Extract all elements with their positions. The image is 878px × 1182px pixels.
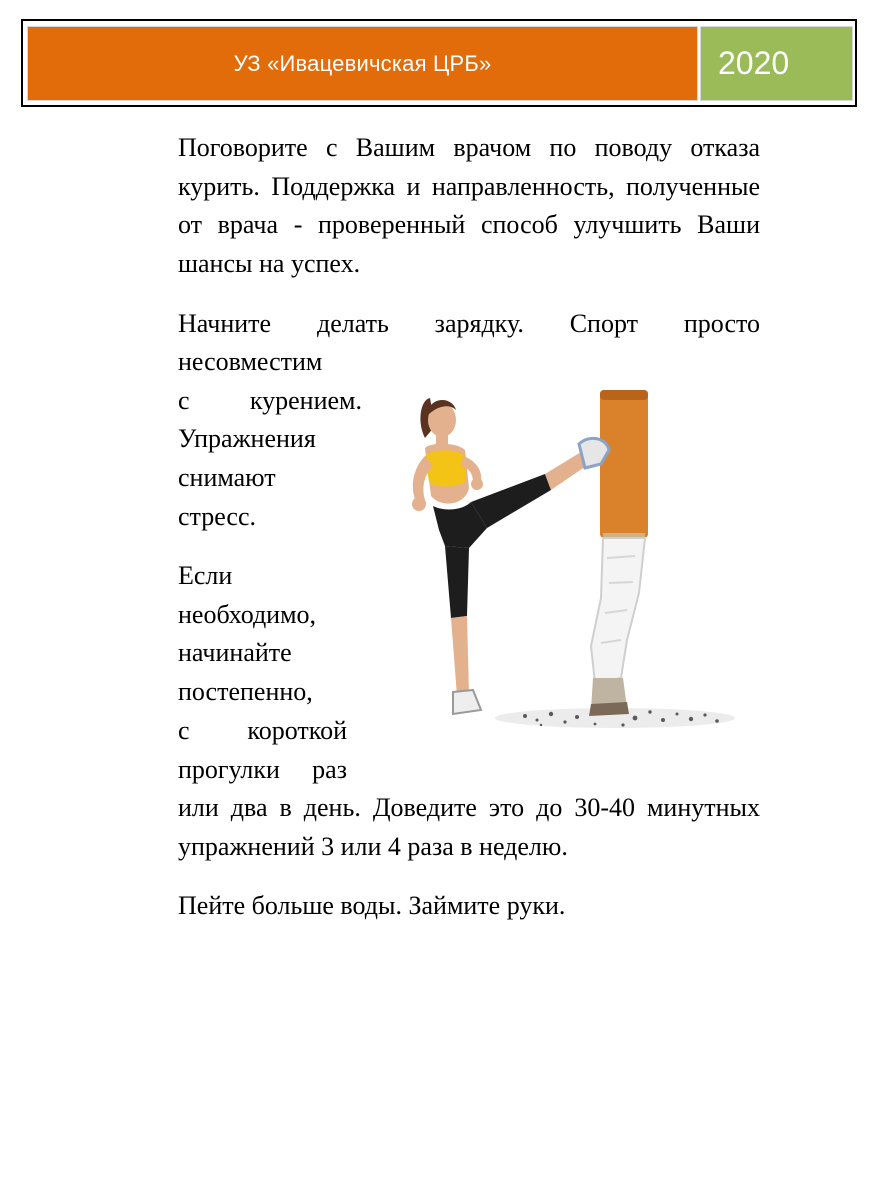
- text-line: необходимо,: [178, 599, 317, 629]
- paragraph-exercise-first-line: Начните делать зарядку. Спорт просто: [178, 309, 760, 338]
- paragraph-gradual-wrapped: [178, 557, 347, 789]
- header-banner: [21, 19, 857, 107]
- woman-kicking-cigarette-illustration: [395, 378, 750, 770]
- woman-figure: [412, 398, 609, 714]
- organization-name: УЗ «Ивацевичская ЦРБ»: [27, 26, 698, 101]
- paragraph-gradual-end: или два в день. Доведите это до 30-40 минутных упражнений 3 или 4 раза в неделю.: [178, 793, 760, 861]
- text-line: Если: [178, 561, 233, 590]
- text-line: прогулки раз: [178, 754, 347, 784]
- text-line: снимают: [178, 463, 276, 493]
- text-line: стресс.: [178, 501, 256, 531]
- text-line: несовместим: [178, 347, 323, 376]
- text-line: начинайте: [178, 638, 292, 668]
- text-line: с короткой: [178, 715, 347, 745]
- paragraph-doctor: Поговорите с Вашим врачом по поводу отказа курить. Поддержка и направленность, полученные от врача - проверенный способ улучшить Ваши шансы на успех.: [178, 133, 760, 279]
- header-year: 2020: [700, 26, 853, 101]
- paragraph-water: Пейте больше воды. Займите руки.: [178, 891, 566, 920]
- text-line: Упражнения: [178, 424, 316, 454]
- text-line: с курением.: [178, 385, 362, 415]
- text-line: постепенно,: [178, 677, 313, 707]
- paragraph-exercise-wrapped: [178, 343, 362, 537]
